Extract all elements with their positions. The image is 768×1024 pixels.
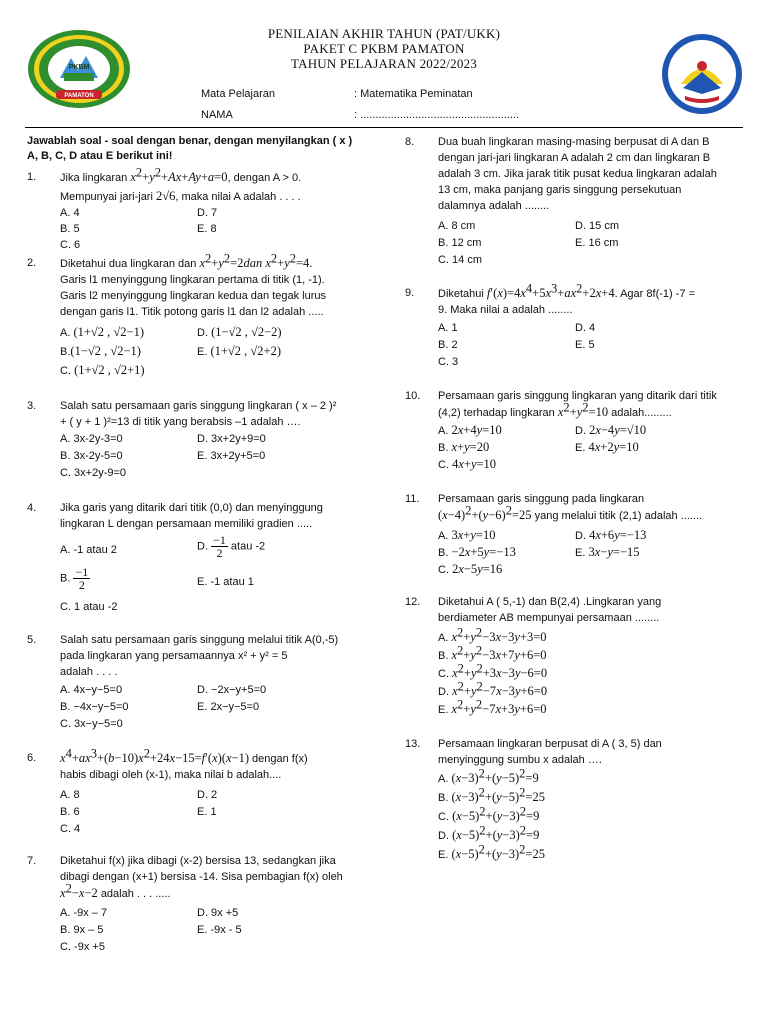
option-b[interactable]: B. 2 — [438, 339, 458, 351]
option-e[interactable]: E. 4x+2y=10 — [575, 440, 639, 454]
option-e[interactable]: E. -9x - 5 — [197, 924, 242, 936]
question-9: 9. Diketahui $f'(x)=4x^4+5x^3+ax^2+2x+4$. Agar 8f(-1) -7 = 9. Maka nilai a adalah ........ A. 1 B. 2 C. 3 D. 4 E. 5 — [405, 281, 695, 368]
instructions-line2: A, B, C, D atau E berikut ini! — [27, 150, 173, 162]
option-c[interactable]: C. 2x−5y=16 — [438, 562, 503, 576]
option-b[interactable]: B. $(x-3)^2+(y-5)^2=25$ — [438, 785, 545, 804]
option-e[interactable]: E. 8 — [197, 223, 217, 235]
svg-text:PAMATON: PAMATON — [64, 93, 94, 99]
exam-subtitle: PAKET C PKBM PAMATON — [303, 41, 465, 56]
option-b[interactable]: B. 3x-2y-5=0 — [60, 450, 123, 462]
option-d[interactable]: D. 4x+6y=−13 — [575, 528, 647, 542]
exam-title: PENILAIAN AKHIR TAHUN (PAT/UKK) — [267, 26, 501, 41]
option-c[interactable]: C. 3 — [438, 356, 459, 368]
instructions-line1: Jawablah soal - soal dengan benar, dengan menyilangkan ( x ) — [27, 135, 353, 147]
question-12: 12. Diketahui A ( 5,-1) dan B(2,4) .Lingkaran yang berdiameter AB mempunyai persamaan ........ A. $x^2+y^2-3x-3y+3=0$ B. $x^2+y^2-3x+7y+6=0$ C. $x^2+y^2+3x-3y-6=0$ D. $x^2+y^2-7x-3y+6=0$ E. $x^2+y^2-7x+3y+6=0$ — [405, 596, 662, 716]
option-a[interactable]: A. 4x−y−5=0 — [60, 684, 123, 696]
option-d[interactable]: D. 7 — [197, 207, 218, 219]
option-e[interactable]: E. 3x+2y+5=0 — [197, 450, 266, 462]
option-d[interactable]: D. 15 cm — [575, 220, 620, 232]
question-13: 13. Persamaan lingkaran berpusat di A ( 3, 5) dan menyinggung sumbu x adalah …. A. $(x-3)^2+(y-5)^2=9$ B. $(x-3)^2+(y-5)^2=25$ C. $(x-5)^2+(y-3)^2=9$ D. $(x-5)^2+(y-3)^2=9$ E. $(x-5)^2+(y-3)^2=25$ — [405, 738, 662, 861]
option-e[interactable]: E. -1 atau 1 — [197, 576, 254, 588]
exam-year: TAHUN PELAJARAN 2022/2023 — [291, 56, 477, 71]
option-a[interactable]: A. 1 — [438, 322, 458, 334]
question-number: 1. — [27, 171, 37, 183]
question-4: 4. Jika garis yang ditarik dari titik (0,0) dan menyinggung lingkaran L dengan persamaan memiliki gradien ..... A. -1 atau 2 D. $\frac{-1}{2}$ atau -2 B. $\frac{-1}{2}$ E. -1 atau 1 C. 1 atau -2 — [27, 502, 323, 613]
question-2: 2. Diketahui dua lingkaran dan $x^2+y^2=2dan$ $x^2+y^2=4$. Garis l1 menyinggung lingkaran pertama di titik (1, -1). Garis l2 menyinggung lingkaran kedua dan tegak lurus dengan garis l1. Titik potong garis l1 dan l2 adalah ..... A. (1+√2 , √2−1) B.(1−√2 , √2−1) C. (1+√2 , √2+1) D. (1−√2 , √2−2) E. (1+√2 , √2+2) — [27, 251, 326, 377]
option-e[interactable]: E. 1 — [197, 806, 217, 818]
option-d[interactable]: D. 4 — [575, 322, 596, 334]
name-label: NAMA — [201, 109, 233, 121]
option-e[interactable]: E. (1+√2 , √2+2) — [197, 344, 281, 358]
option-a[interactable]: A. 8 — [60, 789, 80, 801]
option-e[interactable]: E. 16 cm — [575, 237, 619, 249]
question-6: 6. $x^4+ax^3+(b-10)x^2+24x-15=f'(x)(x-1)$ dengan f(x) habis dibagi oleh (x-1), maka nilai b adalah.... A. 8 B. 6 C. 4 D. 2 E. 1 — [27, 746, 308, 835]
question-8: 8. Dua buah lingkaran masing-masing berpusat di A dan B dengan jari-jari lingkaran A adalah 2 cm dan lingkaran B adalah 3 cm. Jika jarak titik pusat kedua lingkaran adalah 13 cm, maka panjang garis singgung persekutuan dalamnya adalah ........ A. 8 cm B. 12 cm C. 14 cm D. 15 cm E. 16 cm — [405, 136, 717, 266]
option-b[interactable]: B. −2x+5y=−13 — [438, 545, 516, 559]
option-a[interactable]: A. 3x-2y-3=0 — [60, 433, 123, 445]
option-a[interactable]: A. -1 atau 2 — [60, 544, 117, 556]
option-c[interactable]: C. $x^2+y^2+3x-3y-6=0$ — [438, 661, 548, 680]
name-field[interactable]: : .................................................... — [354, 109, 520, 121]
option-c[interactable]: C. 14 cm — [438, 254, 483, 266]
option-d[interactable]: D. (1−√2 , √2−2) — [197, 325, 282, 339]
svg-text:PKBM: PKBM — [68, 64, 90, 71]
option-b[interactable]: B. −4x−y−5=0 — [60, 701, 129, 713]
header-divider — [25, 127, 743, 128]
option-c[interactable]: C. 4x+y=10 — [438, 457, 497, 471]
question-11: 11. Persamaan garis singgung pada lingkaran $(x-4)^2+(y-6)^2=25$ yang melalui titik (2,1) adalah ....... A. 3x+y=10 B. −2x+5y=−13 C. 2x−5y=16 D. 4x+6y=−13 E. 3x−y=−15 — [405, 493, 703, 576]
option-d[interactable]: D. 2x−4y=√10 — [575, 423, 647, 437]
option-a[interactable]: A. $(x-3)^2+(y-5)^2=9$ — [438, 766, 539, 785]
question-7: 7. Diketahui f(x) jika dibagi (x-2) bersisa 13, sedangkan jika dibagi dengan (x+1) bersisa -14. Sisa pembagian f(x) oleh $x^2-x-2$ adalah . . . ..... A. -9x – 7 B. 9x – 5 C. -9x +5 D. 9x +5 E. -9x - 5 — [27, 855, 343, 953]
option-d[interactable]: D. 2 — [197, 789, 218, 801]
option-d[interactable]: D. 3x+2y+9=0 — [197, 433, 266, 445]
option-b[interactable]: B. $\frac{-1}{2}$ — [60, 565, 89, 592]
option-d[interactable]: D. $\frac{-1}{2}$ atau -2 — [197, 533, 266, 560]
option-c[interactable]: C. 4 — [60, 823, 81, 835]
option-a[interactable]: A. 3x+y=10 — [438, 528, 496, 542]
option-e[interactable]: E. 5 — [575, 339, 595, 351]
option-b[interactable]: B. 12 cm — [438, 237, 482, 249]
option-c[interactable]: C. 6 — [60, 239, 81, 251]
question-5: 5. Salah satu persamaan garis singgung melalui titik A(0,-5) pada lingkaran yang persamaannya x² + y² = 5 adalah . . . . A. 4x−y−5=0 B. −4x−y−5=0 C. 3x−y−5=0 D. −2x−y+5=0 E. 2x−y−5=0 — [27, 634, 339, 730]
question-1: 1. Jika lingkaran $x^2+y^2+Ax+Ay+a=0$, dengan A > 0. Mempunyai jari-jari 2√6, maka nilai A adalah . . . . A. 4 B. 5 C. 6 D. 7 E. 8 — [27, 165, 302, 251]
option-d[interactable]: D. $(x-5)^2+(y-3)^2=9$ — [438, 823, 540, 842]
option-e[interactable]: E. $(x-5)^2+(y-3)^2=25$ — [438, 842, 545, 861]
subject-value: : Matematika Peminatan — [354, 88, 473, 100]
option-c[interactable]: C. -9x +5 — [60, 941, 105, 953]
option-a[interactable]: A. 4 — [60, 207, 80, 219]
option-a[interactable]: A. (1+√2 , √2−1) — [60, 325, 144, 339]
option-c[interactable]: C. 3x−y−5=0 — [60, 718, 123, 730]
option-b[interactable]: B. 6 — [60, 806, 80, 818]
option-d[interactable]: D. $x^2+y^2-7x-3y+6=0$ — [438, 679, 548, 698]
option-b[interactable]: B. 9x – 5 — [60, 924, 104, 936]
option-c[interactable]: C. 1 atau -2 — [60, 601, 118, 613]
subject-label: Mata Pelajaran — [201, 88, 275, 100]
question-10: 10. Persamaan garis singgung lingkaran yang ditarik dari titik (4,2) terhadap lingkaran $x^2+y^2=10$ adalah......... A. 2x+4y=10 B. x+y=20 C. 4x+y=10 D. 2x−4y=√10 E. 4x+2y=10 — [405, 390, 717, 471]
option-e[interactable]: E. $x^2+y^2-7x+3y+6=0$ — [438, 697, 547, 716]
option-c[interactable]: C. $(x-5)^2+(y-3)^2=9$ — [438, 804, 540, 823]
option-e[interactable]: E. 2x−y−5=0 — [197, 701, 260, 713]
question-3: 3. Salah satu persamaan garis singgung lingkaran ( x – 2 )² + ( y + 1 )²=13 di titik yang berabsis –1 adalah …. A. 3x-2y-3=0 B. 3x-2y-5=0 C. 3x+2y-9=0 D. 3x+2y+9=0 E. 3x+2y+5=0 — [27, 400, 337, 479]
option-a[interactable]: A. 8 cm — [438, 220, 476, 232]
option-e[interactable]: E. 3x−y=−15 — [575, 545, 640, 559]
option-b[interactable]: B. x+y=20 — [438, 440, 490, 454]
option-b[interactable]: B.(1−√2 , √2−1) — [60, 344, 141, 358]
option-a[interactable]: A. -9x – 7 — [60, 907, 108, 919]
option-c[interactable]: C. (1+√2 , √2+1) — [60, 363, 145, 377]
option-a[interactable]: A. 2x+4y=10 — [438, 423, 502, 437]
option-d[interactable]: D. 9x +5 — [197, 907, 239, 919]
option-a[interactable]: A. $x^2+y^2-3x-3y+3=0$ — [438, 625, 547, 644]
option-c[interactable]: C. 3x+2y-9=0 — [60, 467, 127, 479]
option-b[interactable]: B. $x^2+y^2-3x+7y+6=0$ — [438, 643, 547, 662]
option-b[interactable]: B. 5 — [60, 223, 80, 235]
option-d[interactable]: D. −2x−y+5=0 — [197, 684, 267, 696]
